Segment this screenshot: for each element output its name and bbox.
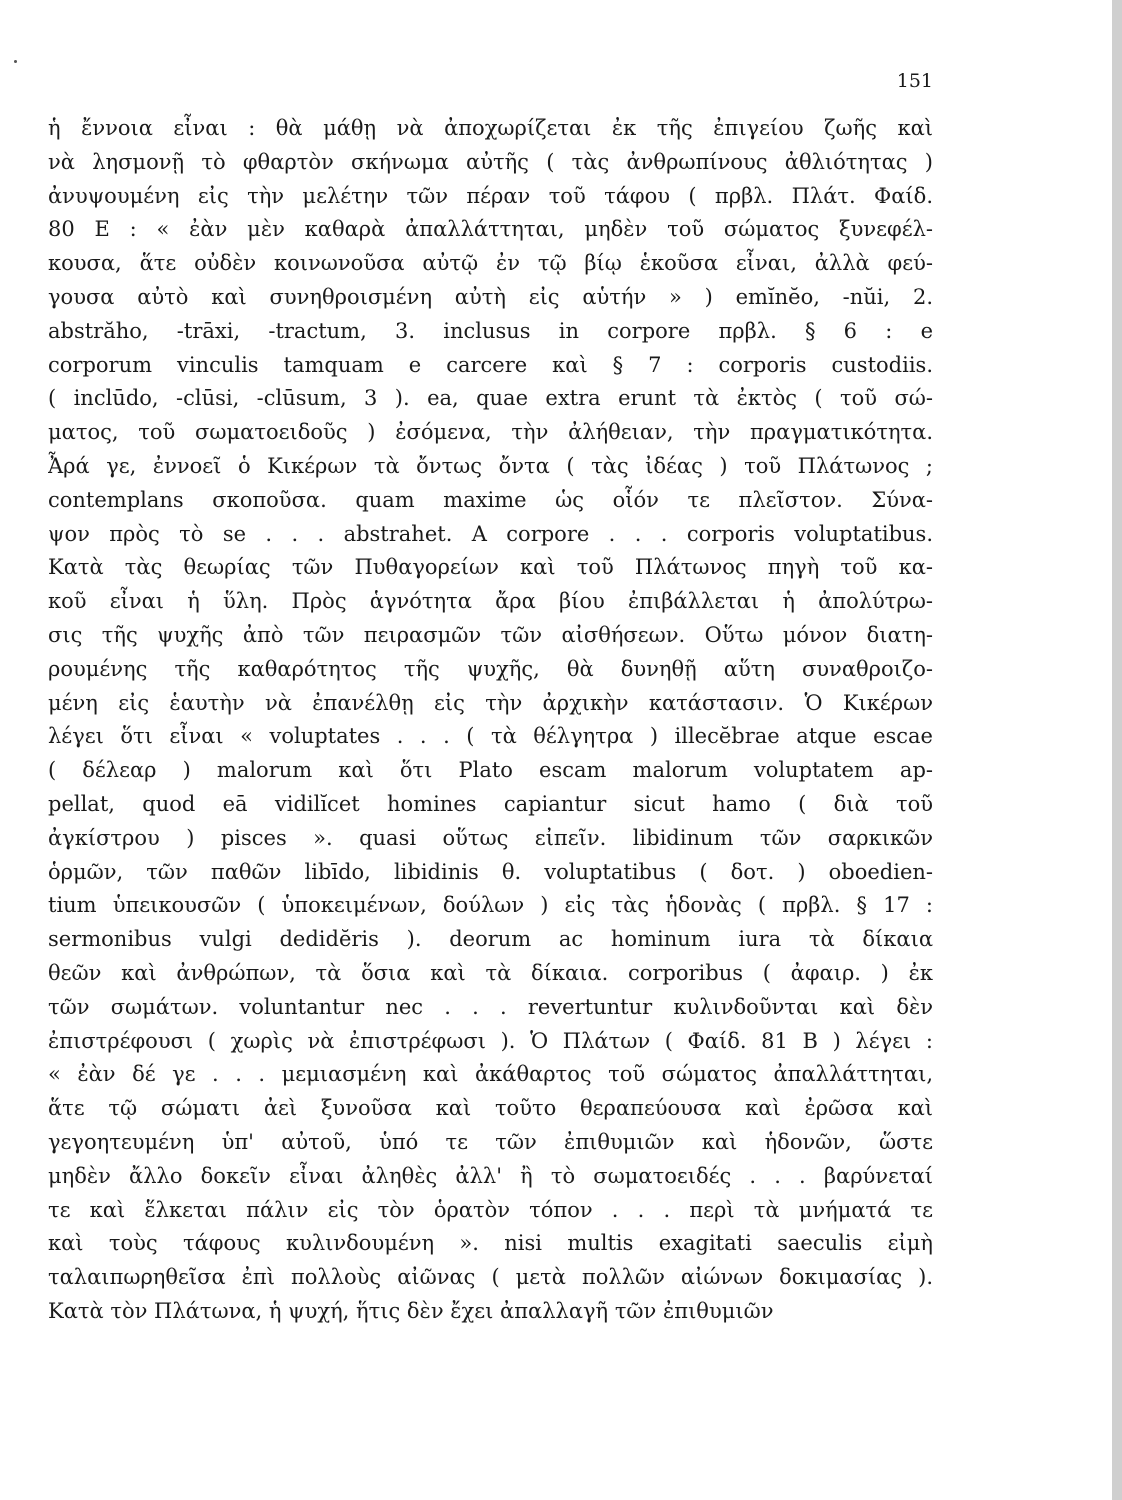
text-line: ταλαιπωρηθεῖσα ἐπὶ πολλοὺς αἰῶνας ( μετὰ πολλῶν αἰώνων δοκιμασίας ). (48, 1265, 933, 1290)
scan-speck (14, 60, 17, 63)
text-line: sermonibus vulgi dedidĕris ). deorum ac hominum iura τὰ δίκαια (48, 927, 933, 952)
text-line: Κατὰ τὸν Πλάτωνα, ἡ ψυχή, ἥτις δὲν ἔχει ἀπαλλαγῆ τῶν ἐπιθυμιῶν (48, 1298, 774, 1323)
text-line: κοῦ εἶναι ἡ ὕλη. Πρὸς ἁγνότητα ἄρα βίου ἐπιβάλλεται ἡ ἀπολύτρω- (48, 589, 933, 614)
text-line: λέγει ὅτι εἶναι « voluptates . . . ( τὰ θέλγητρα ) illecĕbrae atque escae (48, 724, 933, 749)
text-line: γουσα αὐτὸ καὶ συνηθροισμένη αὐτὴ εἰς αὑτήν » ) emĭnĕo, -nŭi, 2. (48, 284, 933, 309)
text-line: 80 Ε : « ἐὰν μὲν καθαρὰ ἀπαλλάττηται, μηδὲν τοῦ σώματος ξυνεφέλ- (48, 217, 933, 242)
body-text (48, 112, 933, 1329)
text-line: ἡ ἔννοια εἶναι : θὰ μάθῃ νὰ ἀποχωρίζεται ἐκ τῆς ἐπιγείου ζωῆς καὶ (48, 116, 933, 140)
text-line: tium ὑπεικουσῶν ( ὑποκειμένων, δούλων ) εἰς τὰς ἡδονὰς ( πρβλ. § 17 : (48, 893, 933, 918)
page-number: 151 (896, 70, 933, 92)
text-line: τε καὶ ἕλκεται πάλιν εἰς τὸν ὁρατὸν τόπον . . . περὶ τὰ μνήματά τε (48, 1197, 933, 1222)
text-line: ὁρμῶν, τῶν παθῶν libīdo, libidinis θ. voluptatibus ( δοτ. ) oboedien- (48, 859, 933, 884)
text-line: ἅτε τῷ σώματι ἀεὶ ξυνοῦσα καὶ τοῦτο θεραπεύουσα καὶ ἐρῶσα καὶ (48, 1096, 933, 1121)
text-line: σις τῆς ψυχῆς ἀπὸ τῶν πειρασμῶν τῶν αἰσθήσεων. Οὕτω μόνον διατη- (48, 622, 933, 647)
text-line: ψον πρὸς τὸ se . . . abstrahet. A corpore . . . corporis voluptatibus. (48, 521, 933, 546)
text-line: ρουμένης τῆς καθαρότητος τῆς ψυχῆς, θὰ δυνηθῇ αὕτη συναθροιζο- (48, 656, 933, 681)
text-line: καὶ τοὺς τάφους κυλινδουμένη ». nisi multis exagitati saeculis εἰμὴ (48, 1231, 933, 1256)
text-line: μένη εἰς ἑαυτὴν νὰ ἐπανέλθῃ εἰς τὴν ἀρχικὴν κατάστασιν. Ὁ Κικέρων (48, 690, 933, 715)
text-line: Κατὰ τὰς θεωρίας τῶν Πυθαγορείων καὶ τοῦ Πλάτωνος πηγὴ τοῦ κα- (48, 555, 933, 580)
text-line: Ἆρά γε, ἐννοεῖ ὁ Κικέρων τὰ ὄντως ὄντα ( τὰς ἰδέας ) τοῦ Πλάτωνος ; (48, 453, 933, 478)
text-line: θεῶν καὶ ἀνθρώπων, τὰ ὅσια καὶ τὰ δίκαια. corporibus ( ἀφαιρ. ) ἐκ (48, 960, 933, 985)
text-line: ( inclūdo, -clūsi, -clūsum, 3 ). ea, quae extra erunt τὰ ἐκτὸς ( τοῦ σώ- (48, 386, 933, 411)
text-line: ( δέλεαρ ) malorum καὶ ὅτι Plato escam malorum voluptatem ap- (48, 758, 933, 783)
text-line: corporum vinculis tamquam e carcere καὶ § 7 : corporis custodiis. (48, 352, 933, 377)
text-line: ματος, τοῦ σωματοειδοῦς ) ἐσόμενα, τὴν ἀλήθειαν, τὴν πραγματικότητα. (48, 420, 933, 445)
text-line: abstrăho, -trāxi, -tractum, 3. inclusus in corpore πρβλ. § 6 : e (48, 318, 933, 343)
text-line: γεγοητευμένη ὑπ' αὐτοῦ, ὑπό τε τῶν ἐπιθυμιῶν καὶ ἡδονῶν, ὥστε (48, 1129, 933, 1154)
text-line: contemplans σκοποῦσα. quam maxime ὡς οἷόν τε πλεῖστον. Σύνα- (48, 487, 933, 512)
text-line: ἀνυψουμένη εἰς τὴν μελέτην τῶν πέραν τοῦ τάφου ( πρβλ. Πλάτ. Φαίδ. (48, 183, 933, 208)
book-page (48, 70, 933, 1329)
text-line: pellat, quod eā vidilĭcet homines capiantur sicut hamo ( διὰ τοῦ (48, 791, 933, 816)
scan-edge (1112, 0, 1122, 1500)
text-line: μηδὲν ἄλλο δοκεῖν εἶναι ἀληθὲς ἀλλ' ἢ τὸ σωματοειδές . . . βαρύνεταί (48, 1163, 933, 1188)
text-line: τῶν σωμάτων. voluntantur nec . . . revertuntur κυλινδοῦνται καὶ δὲν (48, 994, 933, 1019)
text-line: νὰ λησμονῇ τὸ φθαρτὸν σκήνωμα αὐτῆς ( τὰς ἀνθρωπίνους ἀθλιότητας ) (48, 149, 933, 174)
text-line: « ἐὰν δέ γε . . . μεμιασμένη καὶ ἀκάθαρτος τοῦ σώματος ἀπαλλάττηται, (48, 1062, 933, 1087)
text-line: ἐπιστρέφουσι ( χωρὶς νὰ ἐπιστρέφωσι ). Ὁ Πλάτων ( Φαίδ. 81 Β ) λέγει : (48, 1028, 933, 1053)
text-line: ἀγκίστρου ) pisces ». quasi οὕτως εἰπεῖν. libidinum τῶν σαρκικῶν (48, 825, 933, 850)
text-line: κουσα, ἅτε οὐδὲν κοινωνοῦσα αὐτῷ ἐν τῷ βίῳ ἑκοῦσα εἶναι, ἀλλὰ φεύ- (48, 251, 933, 276)
